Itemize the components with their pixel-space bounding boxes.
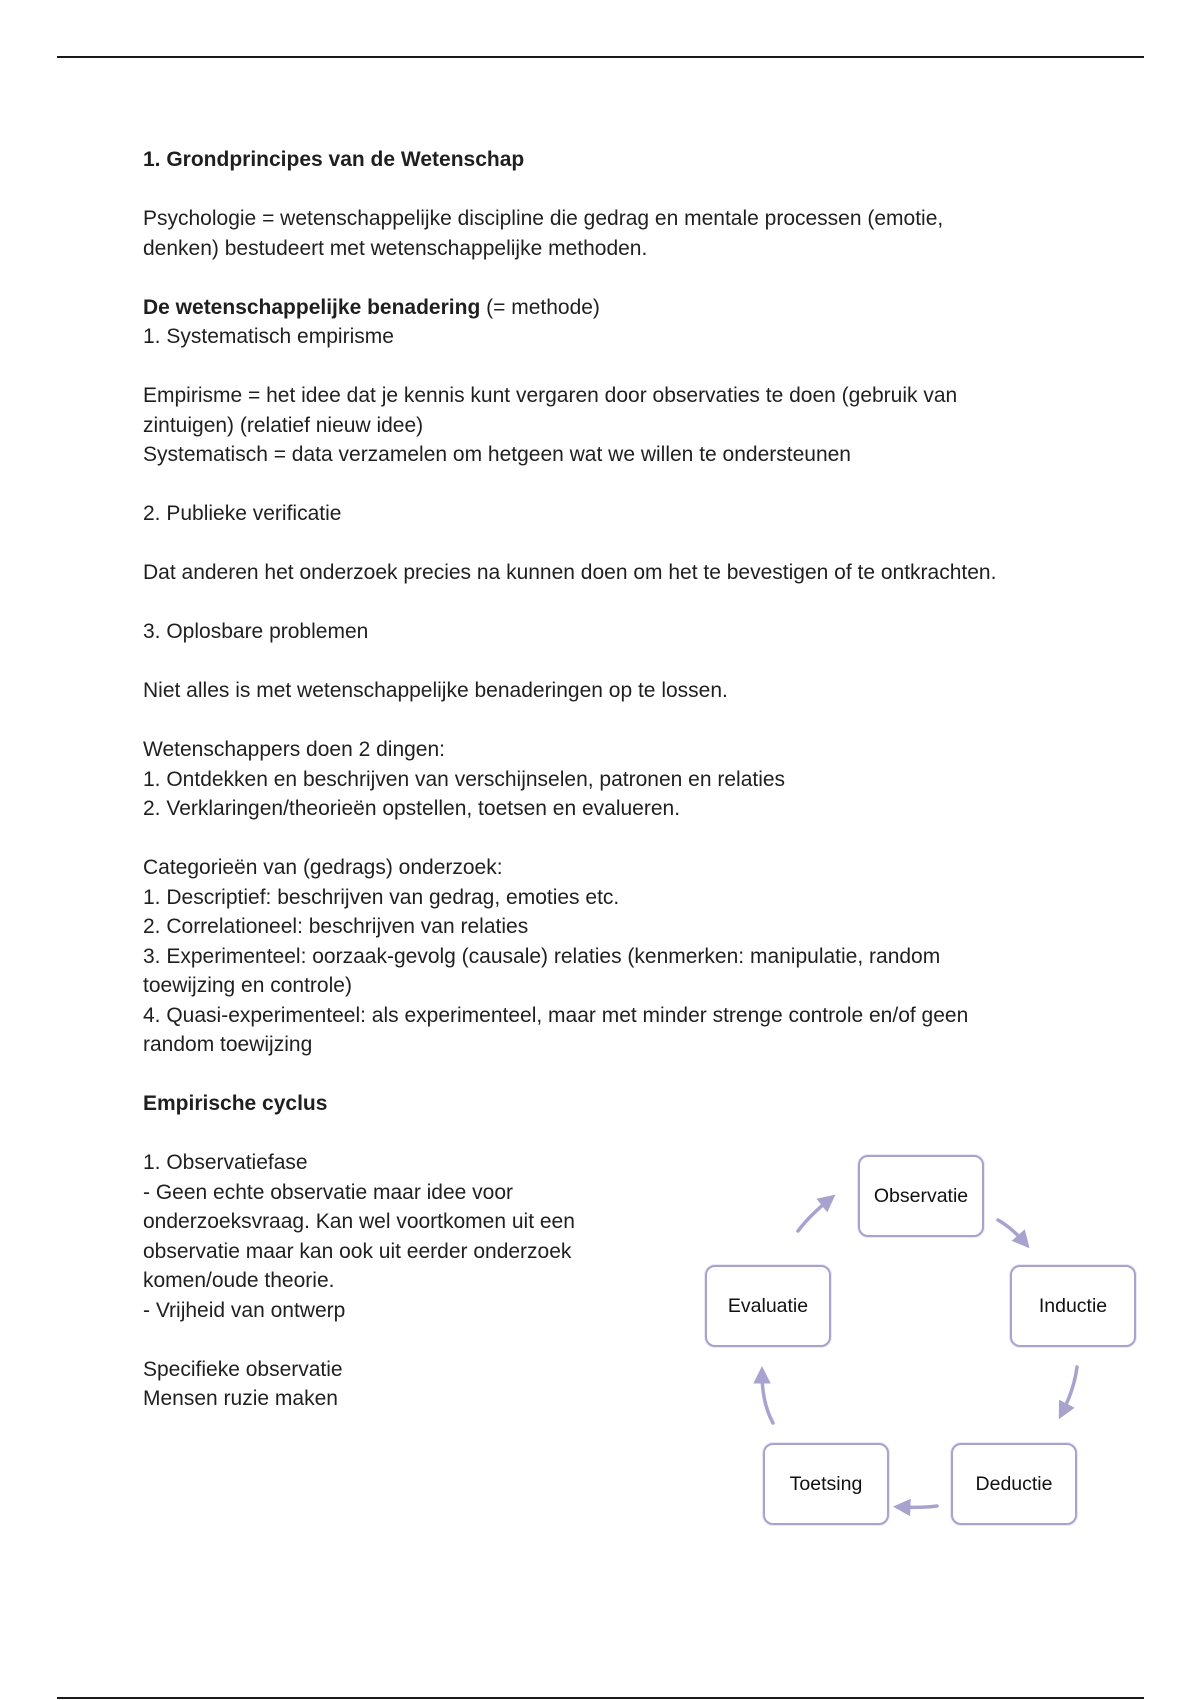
specific-observation: Specifieke observatie [143,1357,343,1381]
scientists-item-2: 2. Verklaringen/theorieën opstellen, toetsen en evalueren. [143,797,681,820]
point-3: 3. Oplosbare problemen [143,620,369,643]
empirical-cycle-diagram [690,1145,1160,1535]
systematisch-line: Systematisch = data verzamelen om hetgeen wat we willen te ondersteunen [143,443,851,466]
categories-intro: Categorieën van (gedrags) onderzoek: [143,856,503,879]
category-4-line-1: 4. Quasi-experimenteel: als experimenteel, maar met minder strenge controle en/of geen [143,1003,969,1027]
point-2: 2. Publieke verificatie [143,502,342,525]
phase-1-line-2: onderzoeksvraag. Kan wel voortkomen uit een [143,1210,575,1233]
point-3-text: Niet alles is met wetenschappelijke benaderingen op te lossen. [143,679,728,702]
approach-line [143,293,1083,323]
node-inductie: Inductie [1010,1265,1136,1347]
approach-rest: (= methode) [480,295,600,319]
node-evaluatie: Evaluatie [705,1265,831,1347]
category-2: 2. Correlationeel: beschrijven van relaties [143,915,529,938]
category-1: 1. Descriptief: beschrijven van gedrag, emoties etc. [143,885,620,909]
point-2-text: Dat anderen het onderzoek precies na kunnen doen om het te bevestigen of te ontkrachten. [143,561,997,584]
point-1: 1. Systematisch empirisme [143,325,394,348]
category-4-line-2: random toewijzing [143,1033,313,1056]
approach-bold: De wetenschappelijke benadering [143,295,481,319]
phase-1-line-1: - Geen echte observatie maar idee voor [143,1180,514,1204]
observation-phase-text [143,1148,623,1414]
phase-1-line-3: observatie maar kan ook uit eerder onderzoek [143,1239,572,1263]
arrow-inductie-deductie [1062,1367,1077,1413]
intro-line-2: denken) bestudeert met wetenschappelijke methoden. [143,236,648,260]
arrow-deductie-toetsing [900,1506,937,1507]
bottom-rule [57,1697,1144,1699]
arrow-evaluatie-observatie [798,1199,830,1231]
node-toetsing: Toetsing [763,1443,889,1525]
category-3-line-1: 3. Experimenteel: oorzaak-gevolg (causale) relaties (kenmerken: manipulatie, random [143,944,941,968]
empirisme-line-2: zintuigen) (relatief nieuw idee) [143,413,424,437]
node-deductie: Deductie [951,1443,1077,1525]
section-heading: 1. Grondprincipes van de Wetenschap [143,148,525,171]
cycle-heading: Empirische cyclus [143,1092,328,1115]
arrow-toetsing-evaluatie [762,1373,773,1423]
phase-1-line-5: - Vrijheid van ontwerp [143,1298,346,1322]
arrow-observatie-inductie [998,1220,1025,1243]
scientists-intro: Wetenschappers doen 2 dingen: [143,738,445,761]
phase-1-line-4: komen/oude theorie. [143,1269,335,1292]
category-3-line-2: toewijzing en controle) [143,974,352,997]
node-observatie: Observatie [858,1155,984,1237]
scientists-item-1: 1. Ontdekken en beschrijven van verschijnselen, patronen en relaties [143,767,786,791]
phase-1-title: 1. Observatiefase [143,1151,308,1174]
empirisme-line-1: Empirisme = het idee dat je kennis kunt vergaren door observaties te doen (gebruik van [143,384,958,407]
top-rule [57,56,1144,58]
intro-line-1: Psychologie = wetenschappelijke discipline die gedrag en mentale processen (emotie, [143,207,944,230]
specific-example: Mensen ruzie maken [143,1387,338,1410]
